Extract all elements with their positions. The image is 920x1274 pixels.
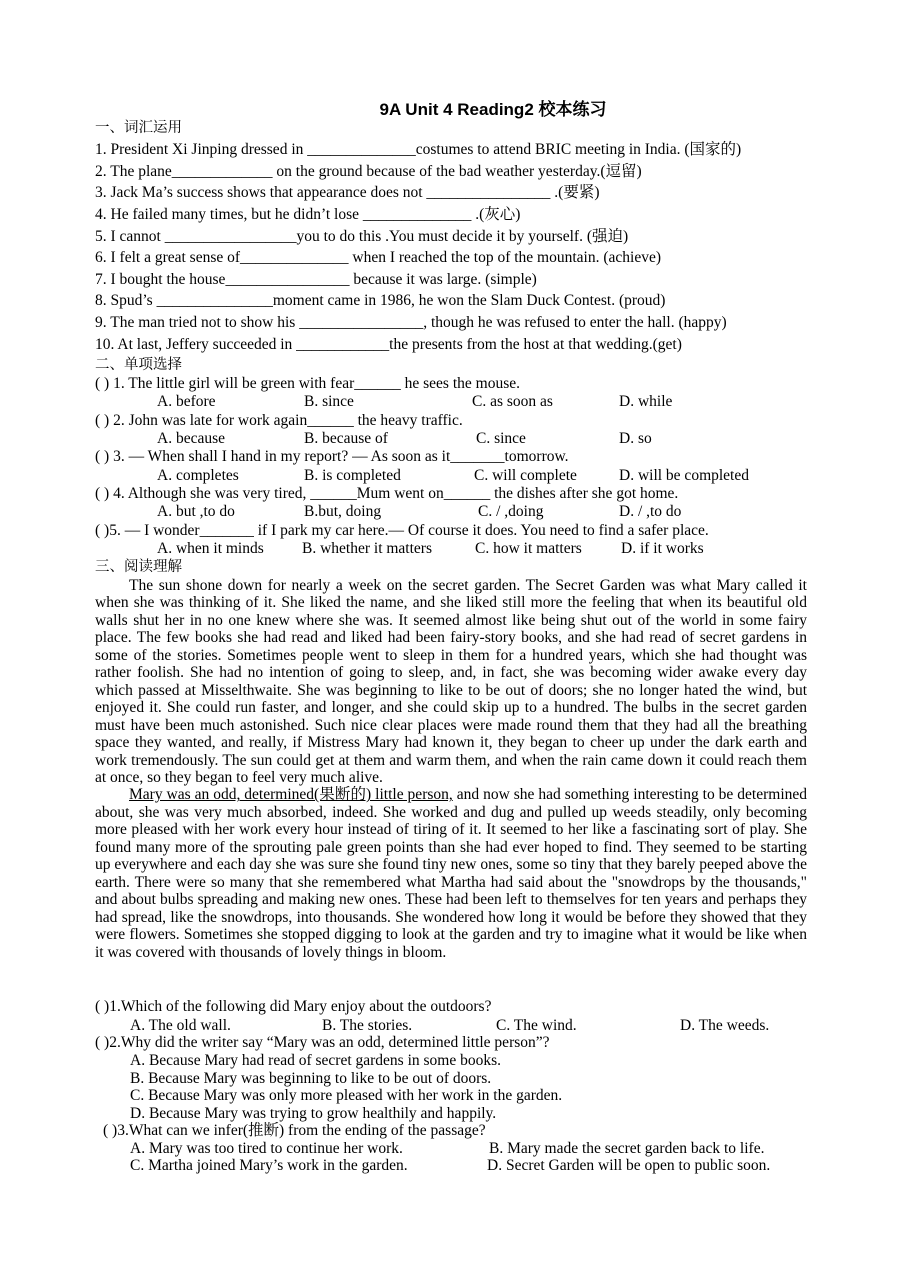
mc-question: ( ) 4. Although she was very tired, ______Mum went on______ the dishes after she got home. [95, 485, 679, 502]
mc-option: D. / ,to do [619, 503, 682, 520]
mc-option: D. if it works [621, 540, 704, 557]
rc-option: D. Secret Garden will be open to public soon. [487, 1157, 771, 1174]
rc-option: C. Because Mary was only more pleased with her work in the garden. [130, 1087, 563, 1104]
mc-option: D. so [619, 430, 652, 447]
vocab-item: 1. President Xi Jinping dressed in ______________costumes to attend BRIC meeting in India. (国家的) [95, 141, 742, 158]
rc-option: B. Because Mary was beginning to like to be out of doors. [130, 1070, 492, 1087]
mc-option: C. since [476, 430, 526, 447]
rc-option: B. Mary made the secret garden back to life. [489, 1140, 765, 1157]
passage-text: and now she had something interesting to be determined about, she was very much absorbed, indeed. She worked and dug and pulled up weeds steadily, only becoming more pleased with her work every hour instead of tiring of it. It seemed to her like a fascinating sort of play. She found many more of the sprouting pale green points than she had ever hoped to find. They seemed to be starting up everywhere and each day she was sure she found tiny new ones, some so tiny that they barely peeped above the earth. There were so many that she remembered what Martha had said about the "snowdrops by the thousands," and about bulbs spreading and making new ones. These had been left to themselves for ten years and perhaps they had spread, like the snowdrops, into thousands. She wondered how long it would be before they showed that they were flowers. Sometimes she stopped digging to look at the garden and try to imagine what it would be like when it was covered with thousands of lovely things in bloom. [95, 786, 807, 961]
mc-option: C. as soon as [472, 393, 553, 410]
rc-option: B. The stories. [322, 1017, 413, 1034]
mc-option: B.but, doing [304, 503, 382, 520]
mc-option: B. because of [304, 430, 388, 447]
mc-question: ( ) 1. The little girl will be green with fear______ he sees the mouse. [95, 375, 520, 392]
mc-option: C. will complete [474, 467, 577, 484]
vocab-item: 7. I bought the house________________ because it was large. (simple) [95, 271, 537, 288]
rc-option: A. Mary was too tired to continue her work. [130, 1140, 403, 1157]
rc-option: A. The old wall. [130, 1017, 231, 1034]
reading-passage [95, 577, 807, 961]
mc-option: A. but ,to do [157, 503, 235, 520]
section-heading-reading: 三、阅读理解 [95, 559, 182, 575]
mc-option: B. is completed [304, 467, 401, 484]
rc-question: ( )1.Which of the following did Mary enjoy about the outdoors? [95, 998, 492, 1015]
rc-option: D. Because Mary was trying to grow healthily and happily. [130, 1105, 497, 1122]
vocab-item: 8. Spud’s _______________moment came in 1986, he won the Slam Duck Contest. (proud) [95, 292, 666, 309]
mc-option: D. will be completed [619, 467, 749, 484]
mc-question: ( )5. — I wonder_______ if I park my car here.— Of course it does. You need to find a safer place. [95, 522, 709, 539]
vocab-item: 3. Jack Ma’s success shows that appearance does not ________________ .(要紧) [95, 184, 600, 201]
vocab-item: 4. He failed many times, but he didn’t lose ______________ .(灰心) [95, 206, 521, 223]
mc-question: ( ) 2. John was late for work again______ the heavy traffic. [95, 412, 463, 429]
section-heading-vocab: 一、词汇运用 [95, 120, 182, 136]
mc-option: C. / ,doing [478, 503, 544, 520]
mc-option: A. when it minds [157, 540, 264, 557]
mc-option: D. while [619, 393, 673, 410]
mc-option: B. whether it matters [302, 540, 432, 557]
section-heading-choice: 二、单项选择 [95, 357, 182, 373]
rc-question: ( )2.Why did the writer say “Mary was an odd, determined little person”? [95, 1034, 550, 1051]
vocab-item: 9. The man tried not to show his ________________, though he was refused to enter the hall. (happy) [95, 314, 727, 331]
rc-option: C. The wind. [496, 1017, 577, 1034]
page-title: 9A Unit 4 Reading2 校本练习 [379, 100, 607, 119]
vocab-item: 6. I felt a great sense of______________ when I reached the top of the mountain. (achieve) [95, 249, 661, 266]
passage-paragraph [95, 786, 807, 961]
mc-option: B. since [304, 393, 354, 410]
vocab-item: 2. The plane_____________ on the ground because of the bad weather yesterday.(逗留) [95, 163, 642, 180]
rc-question: ( )3.What can we infer(推断) from the ending of the passage? [103, 1122, 486, 1139]
vocab-item: 10. At last, Jeffery succeeded in ____________the presents from the host at that wedding.(get) [95, 336, 682, 353]
vocab-item: 5. I cannot _________________you to do this .You must decide it by yourself. (强迫) [95, 228, 629, 245]
mc-option: C. how it matters [475, 540, 582, 557]
mc-option: A. completes [157, 467, 239, 484]
rc-option: D. The weeds. [680, 1017, 770, 1034]
rc-option: A. Because Mary had read of secret gardens in some books. [130, 1052, 502, 1069]
mc-question: ( ) 3. — When shall I hand in my report? — As soon as it_______tomorrow. [95, 448, 569, 465]
mc-option: A. before [157, 393, 216, 410]
mc-option: A. because [157, 430, 225, 447]
passage-paragraph: The sun shone down for nearly a week on the secret garden. The Secret Garden was what Mary called it when she was thinking of it. She liked the name, and she liked still more the feeling that when its beautiful old walls shut her in no one knew where she was. It seemed almost like being shut out of the world in some fairy place. The few books she had read and liked had been fairy-story books, and she had read of secret gardens in some of the stories. Sometimes people went to sleep in them for a hundred years, which she had thought was rather foolish. She had no intention of going to sleep, and, in fact, she was becoming wider awake every day which passed at Misselthwaite. She was beginning to like to be out of doors; she no longer hated the wind, but enjoyed it. She could run faster, and longer, and she could skip up to a hundred. The bulbs in the secret garden must have been much astonished. Such nice clear places were made round them that they had all the breathing space they wanted, and really, if Mistress Mary had known it, they began to cheer up under the dark earth and work tremendously. The sun could get at them and warm them, and when the rain came down it could reach them at once, so they began to feel very much alive. [95, 577, 807, 786]
underlined-sentence: Mary was an odd, determined(果断的) little person, [129, 786, 453, 804]
rc-option: C. Martha joined Mary’s work in the garden. [130, 1157, 408, 1174]
